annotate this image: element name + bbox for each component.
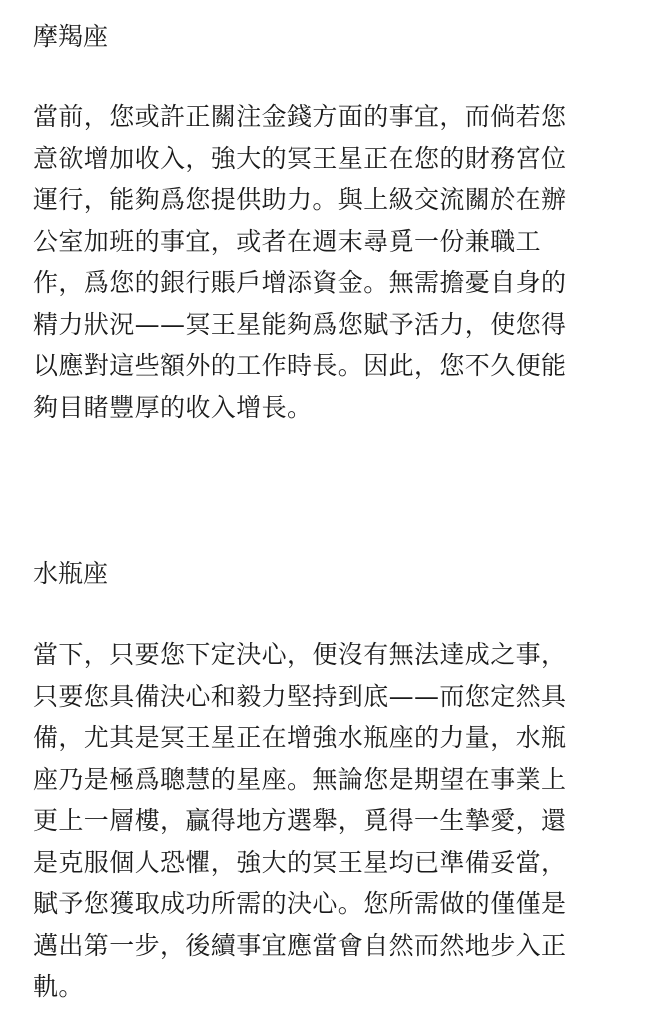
text-line: 作，爲您的銀行賬戶增添資金。無需擔憂自身的 [33, 268, 567, 297]
text-line: 備，尤其是冥王星正在增強水瓶座的力量，水瓶 [33, 723, 567, 752]
text-line: 當前，您或許正關注金錢方面的事宜，而倘若您 [33, 102, 567, 131]
text-line: 當下，只要您下定決心，便沒有無法達成之事， [33, 640, 567, 669]
text-line: 座乃是極爲聰慧的星座。無論您是期望在事業上 [33, 764, 567, 794]
text-line: 是克服個人恐懼，強大的冥王星均已準備妥當， [33, 847, 567, 877]
text-line: 更上一層樓，贏得地方選舉，覓得一生摯愛，還 [33, 806, 567, 835]
text-line: 公室加班的事宜，或者在週末尋覓一份兼職工 [33, 226, 542, 256]
section-title-capricorn: 摩羯座 [33, 22, 109, 51]
text-line: 邁出第一步，後續事宜應當會自然而然地步入正 [33, 930, 567, 960]
text-line: 夠目睹豐厚的收入增長。 [33, 392, 313, 422]
text-line: 精力狀況——冥王星能夠爲您賦予活力，使您得 [33, 309, 567, 339]
text-line: 以應對這些額外的工作時長。因此，您不久便能 [33, 351, 567, 380]
text-line: 軌。 [33, 972, 84, 1001]
paragraph-aquarius [33, 634, 633, 1008]
paragraph-capricorn [33, 96, 633, 428]
text-line: 運行，能夠爲您提供助力。與上級交流關於在辦 [33, 185, 567, 214]
text-line: 只要您具備決心和毅力堅持到底——而您定然具 [33, 681, 567, 711]
text-line: 賦予您獲取成功所需的決心。您所需做的僅僅是 [33, 889, 567, 918]
text-line: 意欲增加收入，強大的冥王星正在您的財務宮位 [33, 143, 567, 173]
section-title-aquarius: 水瓶座 [33, 559, 109, 588]
